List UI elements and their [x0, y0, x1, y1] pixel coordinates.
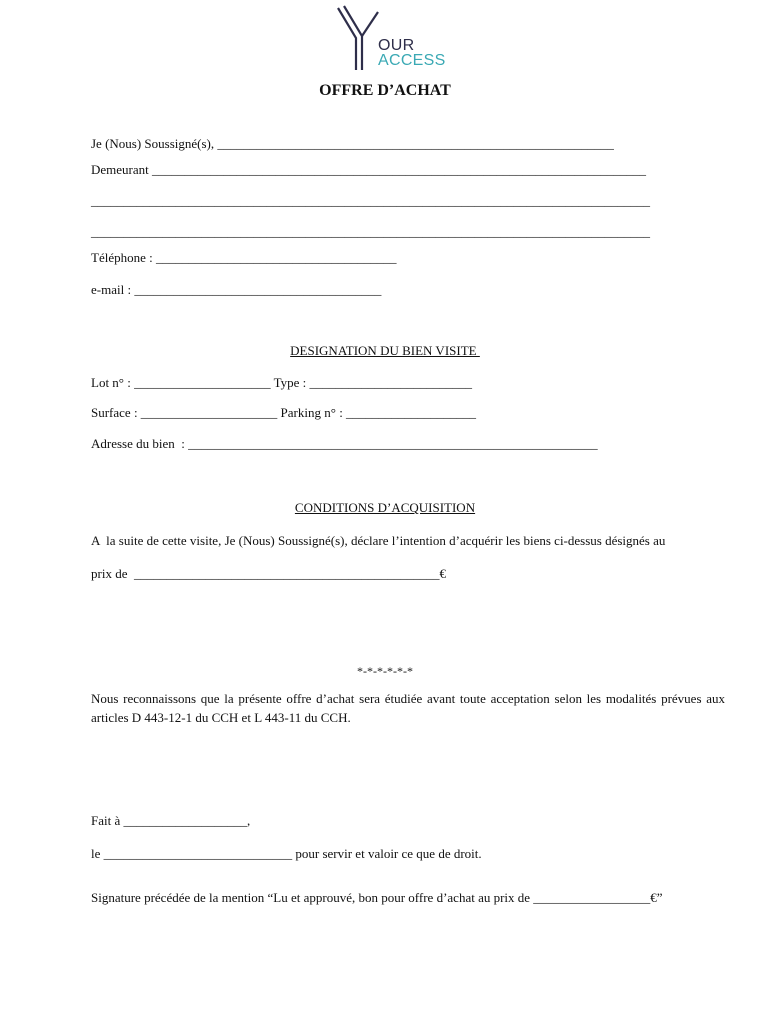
- demeurant-field[interactable]: Demeurant ____________________________________________________________________________: [91, 162, 647, 177]
- document-title: OFFRE D’ACHAT: [319, 82, 451, 99]
- fait-a-field[interactable]: Fait à ___________________,: [91, 813, 251, 828]
- telephone-field[interactable]: Téléphone : _____________________________________: [91, 250, 397, 265]
- designation-heading: DESIGNATION DU BIEN VISITE: [290, 343, 480, 358]
- date-field[interactable]: le _____________________________ pour servir et valoir ce que de droit.: [91, 846, 482, 861]
- address-line-2[interactable]: ______________________________________________________________________________________: [91, 224, 650, 239]
- address-line-1[interactable]: ______________________________________________________________________________________: [91, 193, 650, 208]
- surface-parking-field[interactable]: Surface : _____________________ Parking n° : ____________________: [91, 405, 477, 420]
- logo-text-access: ACCESS: [378, 52, 446, 69]
- declaration-text: A la suite de cette visite, Je (Nous) Soussigné(s), déclare l’intention d’acquérir les biens ci-dessus désignés au: [91, 533, 666, 548]
- soussigne-field[interactable]: Je (Nous) Soussigné(s), _____________________________________________________________: [91, 136, 614, 151]
- lot-type-field[interactable]: Lot n° : _____________________ Type : _________________________: [91, 375, 473, 390]
- email-field[interactable]: e-mail : ______________________________________: [91, 282, 382, 297]
- signature-mention[interactable]: Signature précédée de la mention “Lu et approuvé, bon pour offre d’achat au prix de __________________€”: [91, 890, 663, 905]
- logo: [336, 4, 446, 72]
- adresse-bien-field[interactable]: Adresse du bien : _______________________________________________________________: [91, 436, 598, 451]
- prix-field[interactable]: prix de _______________________________________________€: [91, 566, 446, 581]
- conditions-heading: CONDITIONS D’ACQUISITION: [294, 500, 476, 515]
- logo-text-our: OUR: [378, 37, 415, 54]
- y-logo-icon: [336, 4, 382, 72]
- separator: *-*-*-*-*-*: [357, 664, 413, 678]
- notice-paragraph: Nous reconnaissons que la présente offre d’achat sera étudiée avant toute acceptation selon les modalités prévues aux articles D 443-12-1 du CCH et L 443-11 du CCH.: [91, 691, 725, 725]
